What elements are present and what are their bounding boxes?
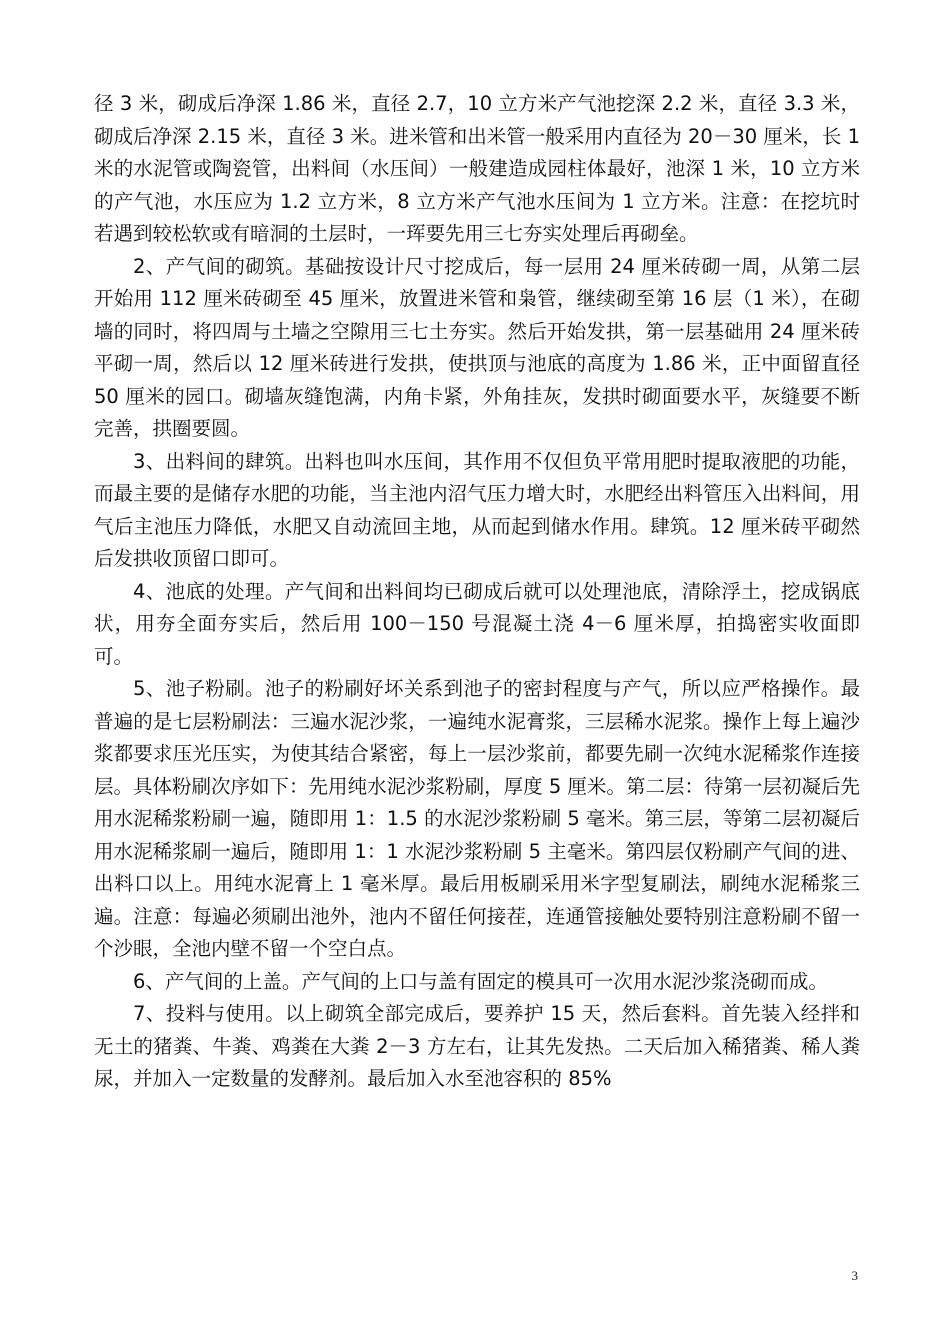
paragraph-section-7: 7、投料与使用。以上砌筑全部完成后，要养护 15 天，然后套料。首先装入经拌和无土的猪粪、牛粪、鸡粪在大粪 2－3 方左右，让其先发热。二天后加入稀猪粪、稀人粪尿，并加入一定数量的发酵剂。最后加入水至池容积的 85%	[94, 1002, 860, 1090]
paragraph-section-2: 2、产气间的砌筑。基础按设计尺寸挖成后，每一层用 24 厘米砖砌一周，从第二层开始用 112 厘米砖砌至 45 厘米，放置进米管和枭管，继续砌至第 16 层（1 米），在砌墙的同时，将四周与土墙之空隙用三七土夯实。然后开始发拱，第一层基础用 24 厘米砖平砌一周，然后以 12 厘米砖进行发拱，使拱顶与池底的高度为 1.86 米，正中面留直径 50 厘米的园口。砌墙灰缝饱满，内角卡紧，外角挂灰，发拱时砌面要水平，灰缝要不断完善，拱圈要圆。	[94, 254, 860, 440]
document-body	[94, 88, 860, 1096]
paragraph-section-5: 5、池子粉刷。池子的粉刷好坏关系到池子的密封程度与产气，所以应严格操作。最普遍的是七层粉刷法：三遍水泥沙浆，一遍纯水泥膏浆，三层稀水泥浆。操作上每上遍沙浆都要求压光压实，为使其结合紧密，每上一层沙浆前，都要先刷一次纯水泥稀浆作连接层。具体粉刷次序如下：先用纯水泥沙浆粉刷，厚度 5 厘米。第二层：待第一层初凝后先用水泥稀浆粉刷一遍，随即用 1：1.5 的水泥沙浆粉刷 5 毫米。第三层，等第二层初凝后用水泥稀浆刷一遍后，随即用 1：1 水泥沙浆粉刷 5 主毫米。第四层仅粉刷产气间的进、出料口以上。用纯水泥膏上 1 毫米厚。最后用板刷采用米字型复刷法，刷纯水泥稀浆三遍。注意：每遍必须刷出池外，池内不留任何接茬，连通管接触处要特别注意粉刷不留一个沙眼，全池内壁不留一个空白点。	[94, 677, 860, 960]
paragraph-continuation: 径 3 米，砌成后净深 1.86 米，直径 2.7，10 立方米产气池挖深 2.2 米，直径 3.3 米，砌成后净深 2.15 米，直径 3 米。进米管和出米管一般采用内直径为 20－30 厘米，长 1 米的水泥管或陶瓷管，出料间（水压间）一般建造成园柱体最好，池深 1 米，10 立方米的产气池，水压应为 1.2 立方米，8 立方米产气池水压间为 1 立方米。注意：在挖坑时若遇到较松软或有暗洞的土层时，一珲要先用三七夯实处理后再砌垒。	[94, 92, 860, 245]
paragraph-section-6: 6、产气间的上盖。产气间的上口与盖有固定的模具可一次用水泥沙浆浇砌而成。	[133, 969, 828, 993]
paragraph-section-3: 3、出料间的肆筑。出料也叫水压间，其作用不仅但负平常用肥时提取液肥的功能，而最主要的是储存水肥的功能，当主池内沼气压力增大时，水肥经出料管压入出料间，用气后主池压力降低，水肥又自动流回主地，从而起到储水作用。肆筑。12 厘米砖平砌然后发拱收顶留口即可。	[94, 449, 860, 570]
page-number: 3	[851, 1268, 858, 1283]
paragraph-section-4: 4、池底的处理。产气间和出料间均已砌成后就可以处理池底，清除浮土，挖成锅底状，用夯全面夯实后，然后用 100－150 号混凝土浇 4－6 厘米厚，拍捣密实收面即可。	[94, 579, 860, 668]
